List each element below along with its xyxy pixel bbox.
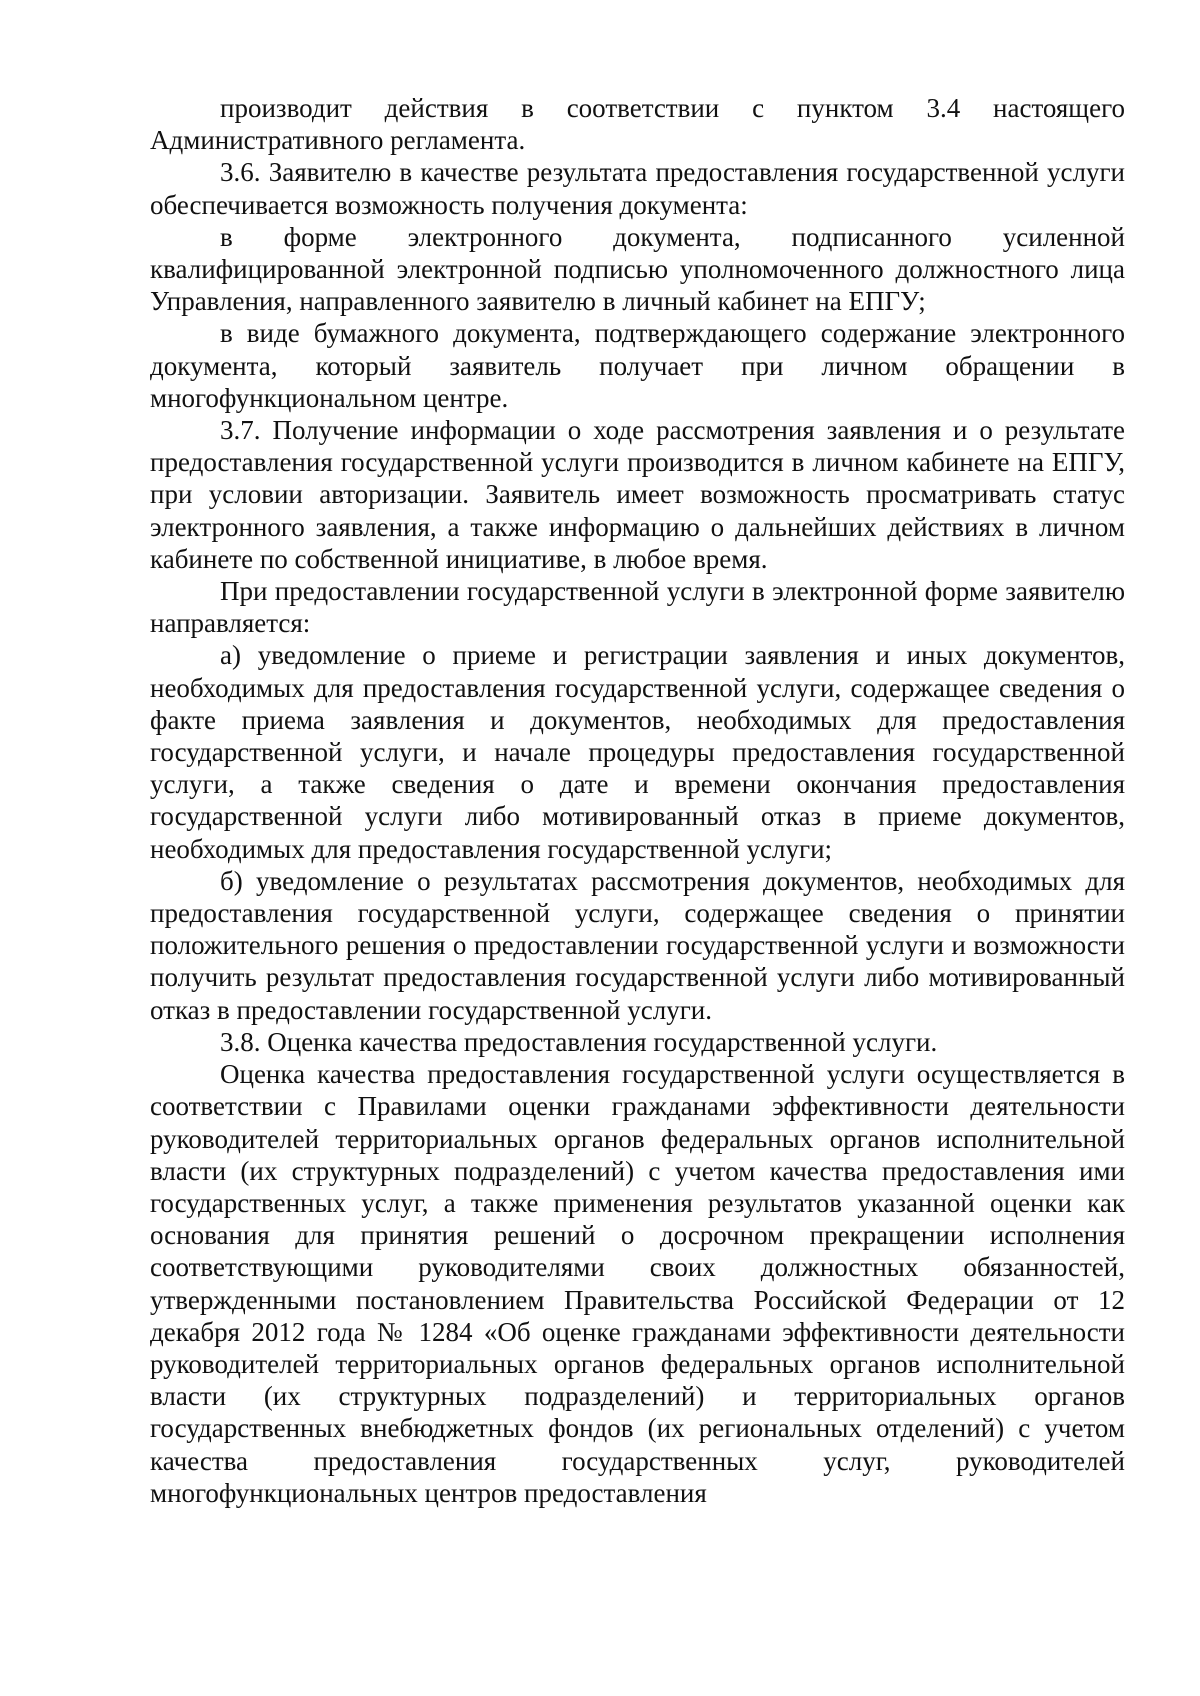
paragraph-item-b: б) уведомление о результатах рассмотрения документов, необходимых для предоставления государственной услуги, содержащее сведения о принятии положительного решения о предоставлении государственной услуги и возможности получить результат предоставления государственной услуги либо мотивированный отказ в предоставлении государственной услуги. — [150, 865, 1125, 1025]
document-body — [150, 92, 1125, 1509]
paragraph-section-3-7: 3.7. Получение информации о ходе рассмотрения заявления и о результате предоставления государственной услуги производится в личном кабинете на ЕПГУ, при условии авторизации. Заявитель имеет возможность просматривать статус электронного заявления, а также информацию о дальнейших действиях в личном кабинете по собственной инициативе, в любое время. — [150, 415, 1125, 574]
paragraph-paper-form: в виде бумажного документа, подтверждающего содержание электронного документа, который заявитель получает при личном обращении в многофункциональном центре. — [150, 318, 1125, 413]
paragraph-1: производит действия в соответствии с пунктом 3.4 настоящего Административного регламента. — [150, 93, 1125, 156]
paragraph-section-3-6: 3.6. Заявителю в качестве результата предоставления государственной услуги обеспечивается возможность получения документа: — [150, 157, 1125, 220]
paragraph-quality-assessment: Оценка качества предоставления государственной услуги осуществляется в соответствии с Правилами оценки гражданами эффективности деятельности руководителей территориальных органов федеральных органов исполнительной власти (их структурных подразделений) с учетом качества предоставления ими государственных услуг, а также применения результатов указанной оценки как основания для принятия решений о досрочном прекращении исполнения соответствующими руководителями своих должностных обязанностей, утвержденными постановлением Правительства Российской Федерации от 12 декабря 2012 года № 1284 «Об оценке гражданами эффективности деятельности руководителей территориальных органов федеральных органов исполнительной власти (их структурных подразделений) и территориальных органов государственных внебюджетных фондов (их региональных отделений) с учетом качества предоставления государственных услуг, руководителей многофункциональных центров предоставления — [150, 1059, 1125, 1508]
paragraph-item-a: а) уведомление о приеме и регистрации заявления и иных документов, необходимых для предоставления государственной услуги, содержащее сведения о факте приема заявления и документов, необходимых для предоставления государственной услуги, и начале процедуры предоставления государственной услуги, а также сведения о дате и времени окончания предоставления государственной услуги либо мотивированный отказ в приеме документов, необходимых для предоставления государственной услуги; — [150, 640, 1125, 864]
paragraph-electronic-notification: При предоставлении государственной услуги в электронной форме заявителю направляется: — [150, 576, 1125, 639]
paragraph-electronic-form: в форме электронного документа, подписанного усиленной квалифицированной электронной подписью уполномоченного должностного лица Управления, направленного заявителю в личный кабинет на ЕПГУ; — [150, 221, 1125, 317]
paragraph-section-3-8: 3.8. Оценка качества предоставления государственной услуги. — [220, 1026, 938, 1057]
